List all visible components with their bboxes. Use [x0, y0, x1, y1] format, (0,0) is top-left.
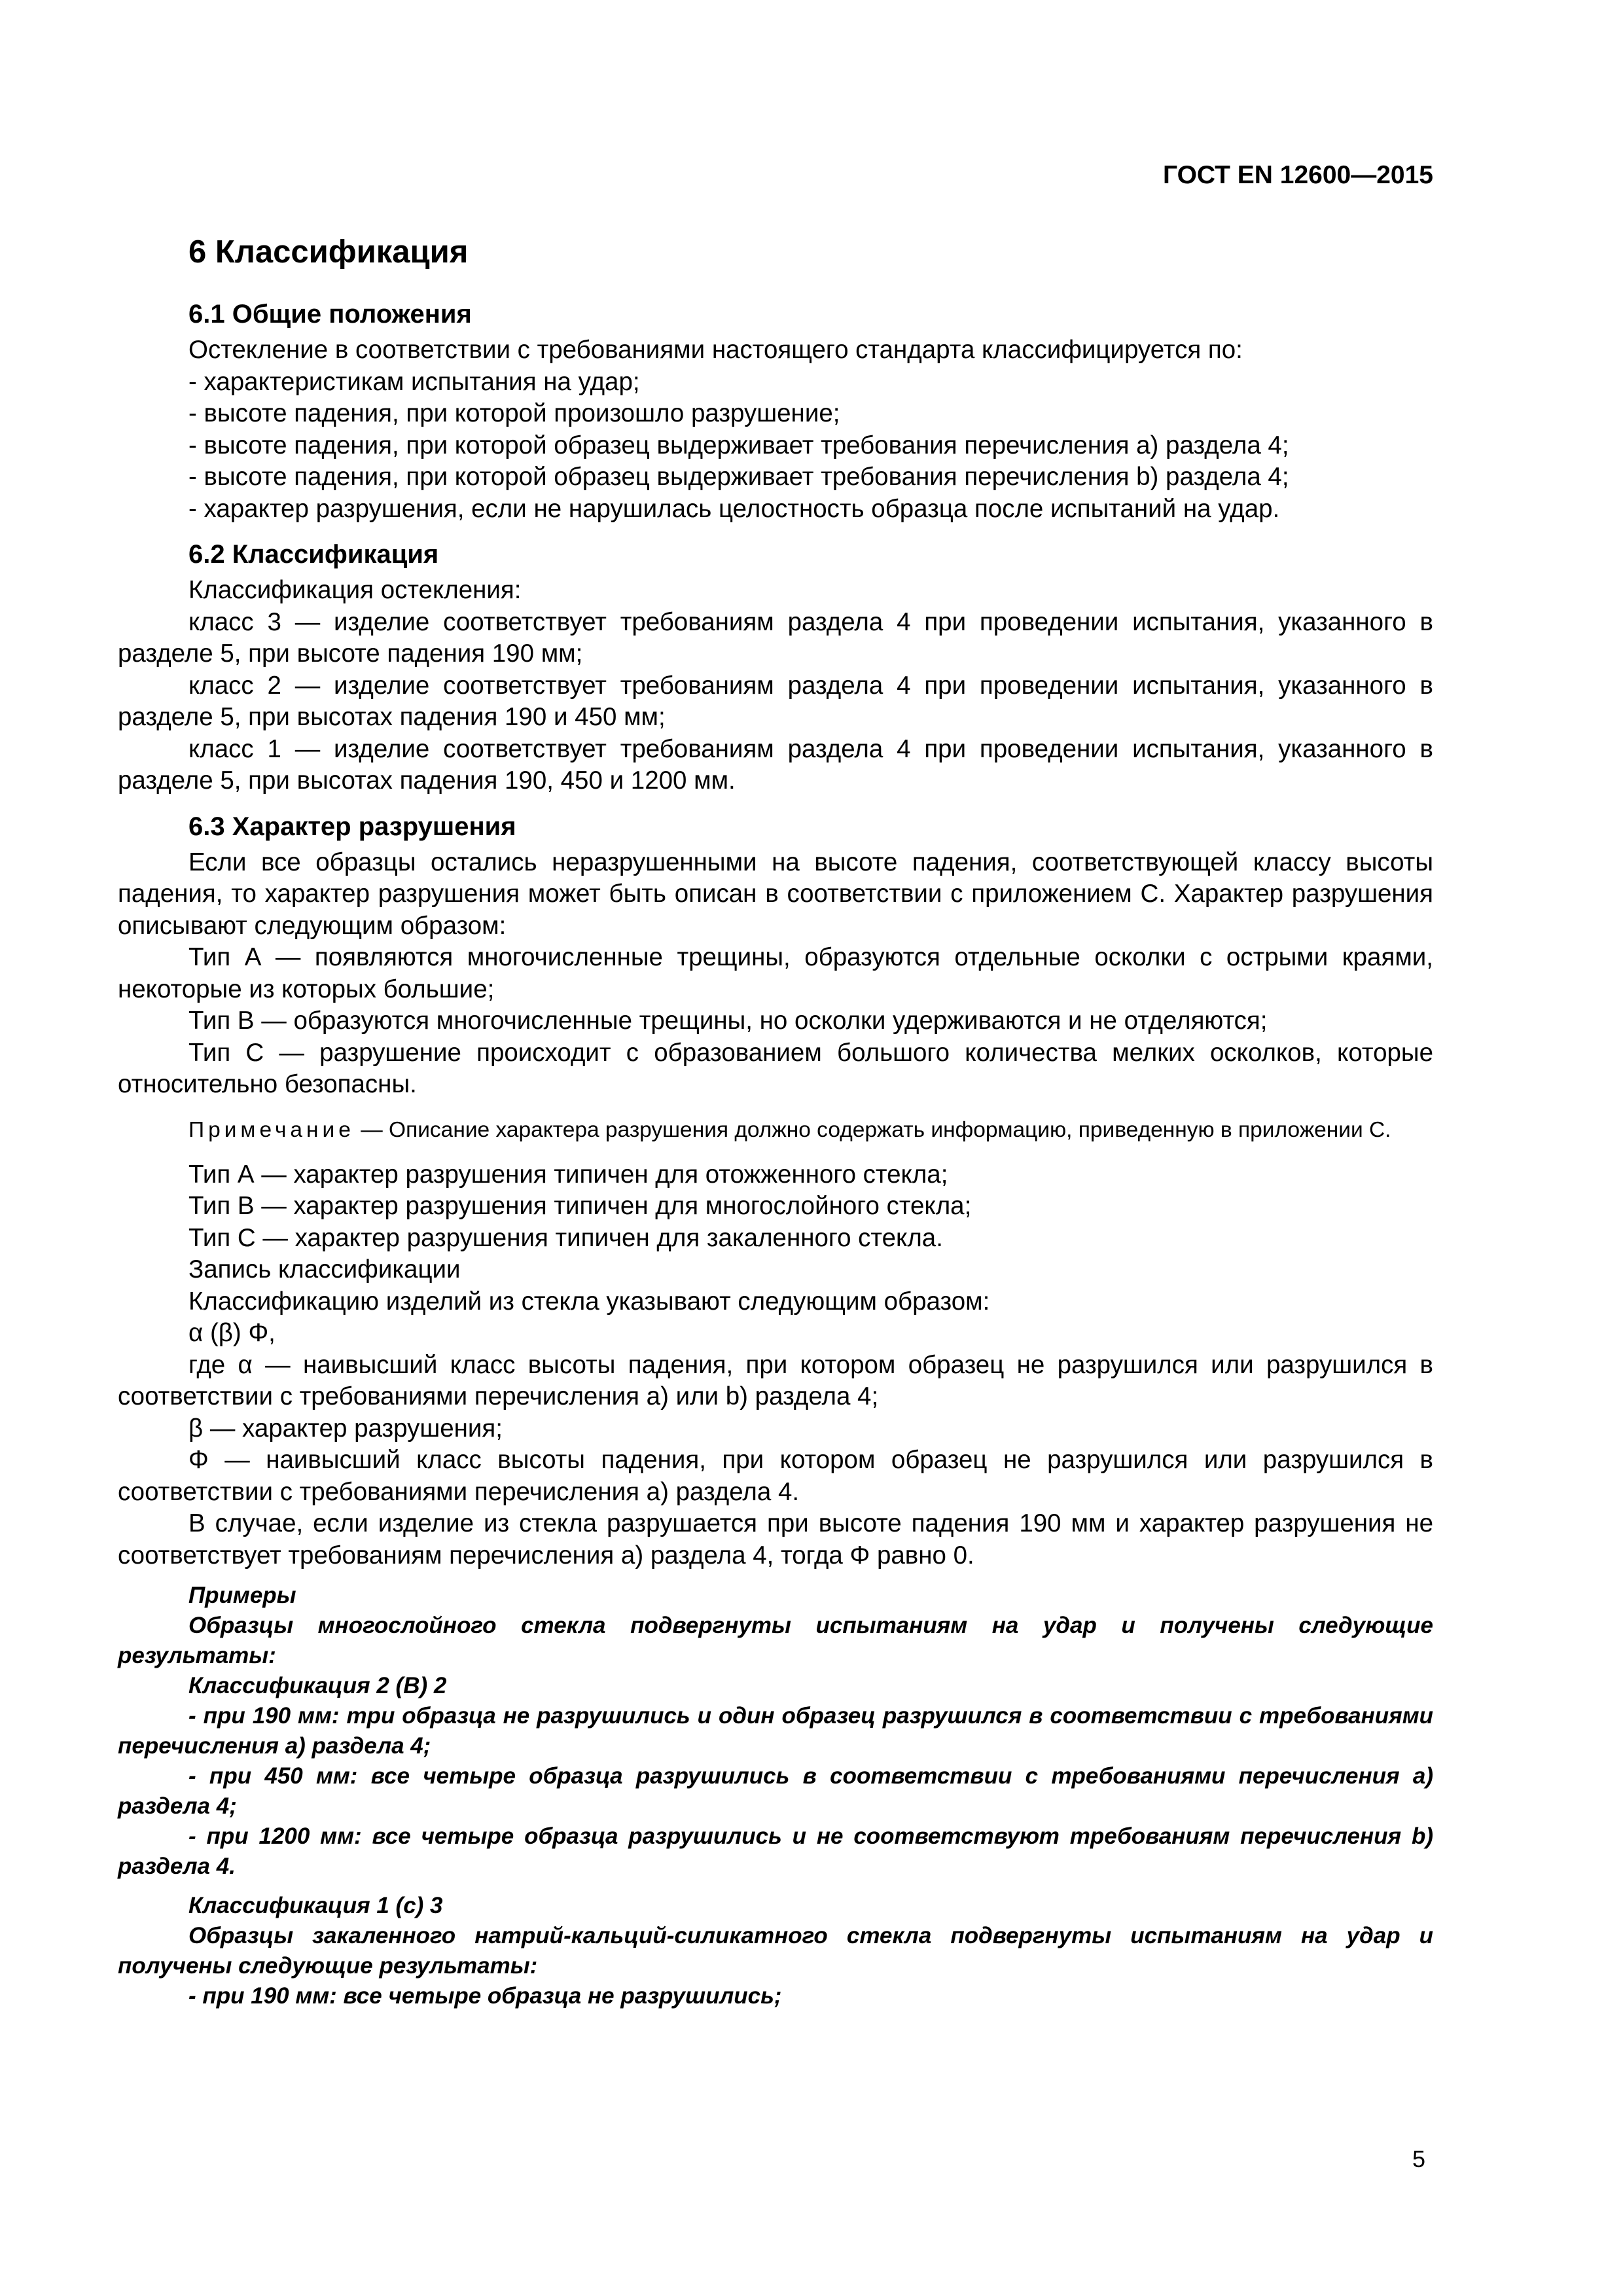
s61-item: - высоте падения, при которой произошло разрушение;: [188, 399, 840, 427]
s63-case-paragraph: В случае, если изделие из стекла разрушается при высоте падения 190 мм и характер разрушения не соответствует требованиям перечисления а) раздела 4, тогда Φ равно 0.: [118, 1509, 1433, 1570]
example-2-classification: Классификация 1 (с) 3: [188, 1893, 443, 1918]
s63-line: Тип С — характер разрушения типичен для закаленного стекла.: [188, 1223, 943, 1252]
s62-class-1: класс 1 — изделие соответствует требованиям раздела 4 при проведении испытания, указанного в разделе 5, при высотах падения 190, 450 и 1200 мм.: [118, 734, 1433, 795]
page-body: [118, 232, 1433, 2011]
examples-title: Примеры: [188, 1583, 296, 1608]
s61-intro: Остекление в соответствии с требованиями настоящего стандарта классифицируется по:: [188, 336, 1243, 364]
s63-line: Классификацию изделий из стекла указывают следующим образом:: [188, 1287, 990, 1316]
s63-type-c: Тип С — разрушение происходит с образованием большого количества мелких осколков, которые относительно безопасны.: [118, 1038, 1433, 1098]
page-number: 5: [1412, 2145, 1425, 2172]
s63-type-b: Тип В — образуются многочисленные трещины, но осколки удерживаются и не отделяются;: [188, 1007, 1268, 1035]
section-6-heading: 6 Классификация: [188, 234, 469, 270]
s63-paragraph-1: Если все образцы остались неразрушенными на высоте падения, соответствующей классу высоты падения, то характер разрушения может быть описан в соответствии с приложением С. Характер разрушения описывают следующим образом:: [118, 848, 1433, 940]
formula-beta-definition: β — характер разрушения;: [188, 1414, 503, 1443]
s61-item: - высоте падения, при которой образец выдерживает требования перечисления а) раздела 4;: [188, 431, 1289, 459]
subsection-6-2-heading: 6.2 Классификация: [188, 540, 439, 569]
subsection-6-3-heading: 6.3 Характер разрушения: [188, 812, 516, 841]
s63-line: Запись классификации: [188, 1255, 461, 1283]
note: [118, 1115, 1433, 1145]
s63-line: Тип В — характер разрушения типичен для многослойного стекла;: [188, 1192, 972, 1220]
standard-header: ГОСТ EN 12600—2015: [1162, 161, 1433, 189]
examples-block: [118, 1581, 1433, 2011]
subsection-6-1-body: [188, 334, 1433, 525]
example-1-intro: Образцы многослойного стекла подвергнуты испытаниям на удар и получены следующие результаты:: [118, 1613, 1433, 1668]
note-text: — Описание характера разрушения должно содержать информацию, приведенную в приложении С.: [354, 1117, 1391, 1142]
example-2-intro: Образцы закаленного натрий-кальций-силикатного стекла подвергнуты испытаниям на удар и получены следующие результаты:: [118, 1923, 1433, 1979]
s63-line: Тип А — характер разрушения типичен для отожженного стекла;: [188, 1160, 948, 1189]
note-label: Примечание: [188, 1117, 355, 1142]
example-1-result-1200: - при 1200 мм: все четыре образца разрушились и не соответствуют требованиям перечисления b) раздела 4.: [118, 1823, 1433, 1879]
classification-formula: α (β) Φ,: [188, 1319, 276, 1347]
s62-class-3: класс 3 — изделие соответствует требованиям раздела 4 при проведении испытания, указанного в разделе 5, при высоте падения 190 мм;: [118, 607, 1433, 668]
s63-type-a: Тип А — появляются многочисленные трещины, образуются отдельные осколки с острыми краями, некоторые из которых большие;: [118, 943, 1433, 1003]
example-1-classification: Классификация 2 (В) 2: [188, 1673, 447, 1698]
example-2-result-190: - при 190 мм: все четыре образца не разрушились;: [188, 1983, 782, 2009]
s61-item: - характеристикам испытания на удар;: [188, 367, 640, 396]
s61-item: - высоте падения, при которой образец выдерживает требования перечисления b) раздела 4;: [188, 463, 1289, 491]
s61-item: - характер разрушения, если не нарушилась целостность образца после испытаний на удар.: [188, 494, 1280, 523]
subsection-6-1-heading: 6.1 Общие положения: [188, 300, 472, 329]
example-1-result-450: - при 450 мм: все четыре образца разрушились в соответствии с требованиями перечисления а) раздела 4;: [118, 1763, 1433, 1819]
document-page: [118, 0, 1433, 2296]
formula-phi-definition: Φ — наивысший класс высоты падения, при котором образец не разрушился или разрушился в соответствии с требованиями перечисления а) раздела 4.: [118, 1446, 1433, 1506]
s62-class-2: класс 2 — изделие соответствует требованиям раздела 4 при проведении испытания, указанного в разделе 5, при высотах падения 190 и 450 мм;: [118, 671, 1433, 731]
example-1-result-190: - при 190 мм: три образца не разрушились и один образец разрушился в соответствии с требованиями перечисления а) раздела 4;: [118, 1703, 1433, 1759]
formula-alpha-definition: где α — наивысший класс высоты падения, при котором образец не разрушился или разрушился в соответствии с требованиями перечисления а) или b) раздела 4;: [118, 1350, 1433, 1410]
s62-intro: Классификация остекления:: [188, 576, 522, 604]
